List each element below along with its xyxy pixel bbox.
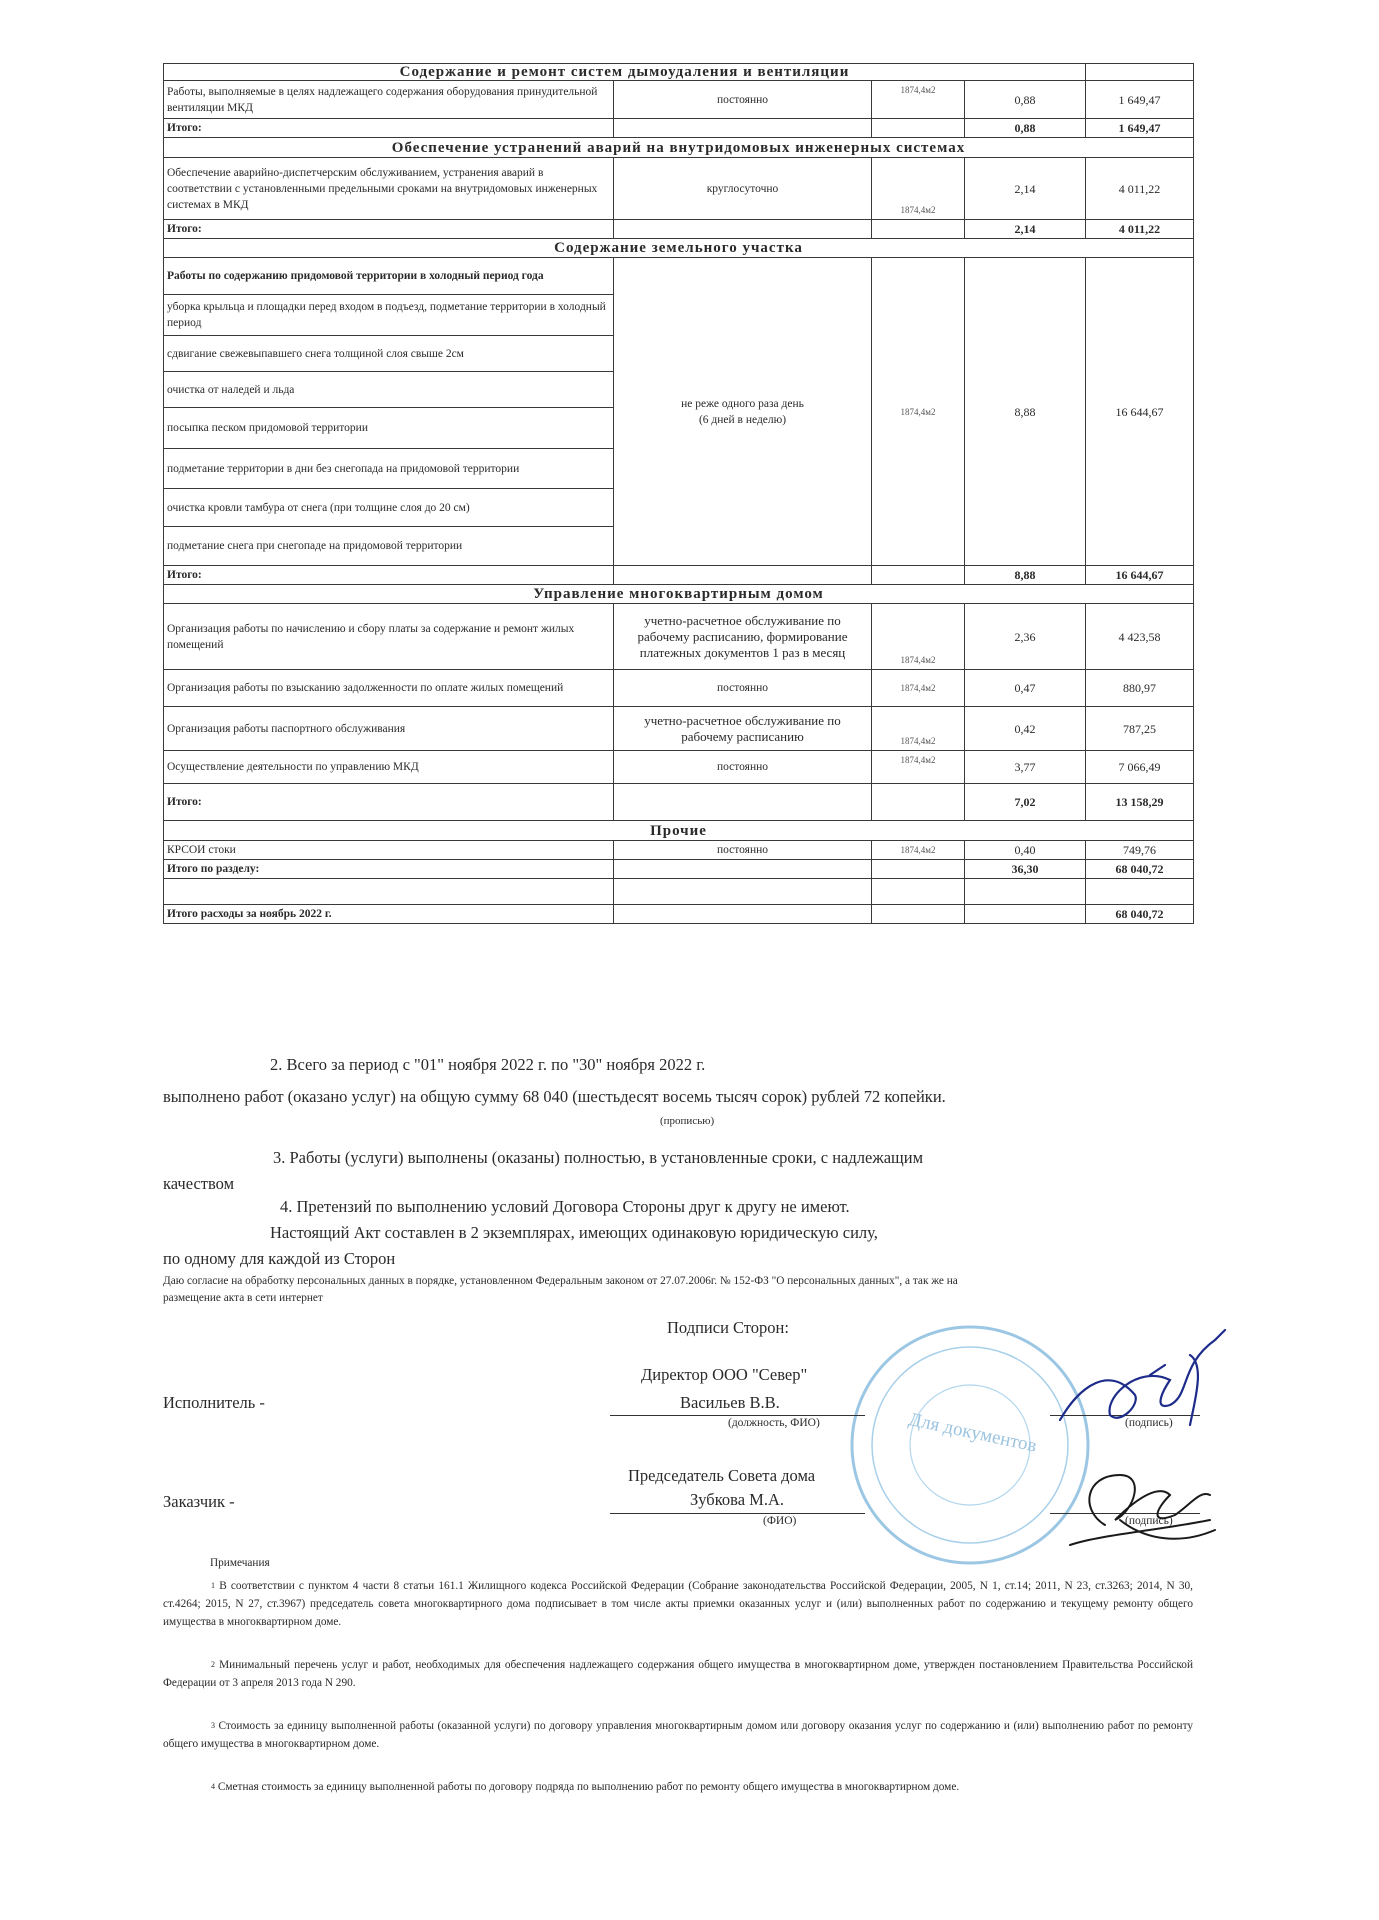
- work-sum: 4 011,22: [1086, 158, 1194, 220]
- work-name: Организация работы по начислению и сбору платы за содержание и ремонт жилых помещений: [164, 604, 614, 670]
- footnote-mark: 1: [211, 1581, 215, 1590]
- section-title: Содержание земельного участка: [164, 239, 1194, 258]
- work-sum: 880,97: [1086, 670, 1194, 707]
- work-sum: 1 649,47: [1086, 81, 1194, 119]
- land-period: [614, 258, 872, 566]
- total-sum: 13 158,29: [1086, 784, 1194, 821]
- footnote-text: Сметная стоимость за единицу выполненной работы по договору подряда по выполнению работ по ремонту общего имущества в многоквартирном доме.: [217, 1781, 960, 1793]
- stamp-text: Для документов: [906, 1408, 1039, 1457]
- work-period: постоянно: [614, 751, 872, 784]
- total-rate: 8,88: [965, 566, 1086, 585]
- work-name: КРСОИ стоки: [164, 841, 614, 860]
- paragraph-5: Настоящий Акт составлен в 2 экземплярах, имеющих одинаковую юридическую силу,: [270, 1223, 878, 1242]
- table-row: [164, 81, 1194, 119]
- work-area: 1874,4м2: [872, 158, 965, 220]
- work-sum: 787,25: [1086, 707, 1194, 751]
- work-name: Работы по содержанию придомовой территории в холодный период года: [164, 258, 614, 295]
- work-rate: 0,40: [965, 841, 1086, 860]
- section-header-smoke: [164, 64, 1194, 81]
- total-row: [164, 566, 1194, 585]
- table-row: [164, 751, 1194, 784]
- work-area: 1874,4м2: [872, 751, 965, 784]
- work-rate: 0,42: [965, 707, 1086, 751]
- total-sum: 16 644,67: [1086, 566, 1194, 585]
- total-label: Итого:: [164, 119, 614, 138]
- propisyu-caption: (прописью): [660, 1115, 715, 1127]
- total-sum: 4 011,22: [1086, 220, 1194, 239]
- signatures-heading: Подписи Сторон:: [667, 1318, 789, 1337]
- notes-heading: Примечания: [210, 1557, 270, 1569]
- work-rate: 3,77: [965, 751, 1086, 784]
- work-area: 1874,4м2: [872, 841, 965, 860]
- empty-row: [164, 879, 1194, 905]
- executor-line: [610, 1415, 865, 1416]
- section-header-other: [164, 821, 1194, 841]
- total-sum: 68 040,72: [1086, 905, 1194, 924]
- land-area: 1874,4м2: [872, 258, 965, 566]
- executor-sign-caption: (подпись): [1125, 1417, 1173, 1429]
- total-row: [164, 220, 1194, 239]
- work-area: 1874,4м2: [872, 670, 965, 707]
- work-rate: 2,36: [965, 604, 1086, 670]
- paragraph-3-cont: качеством: [163, 1174, 235, 1193]
- table-row: [164, 707, 1194, 751]
- work-name: посыпка песком придомовой территории: [164, 408, 614, 449]
- table-row: [164, 604, 1194, 670]
- paragraph-2-sum: выполнено работ (оказано услуг) на общую сумму 68 040 (шестьдесят восемь тысяч сорок) рублей 72 копейки.: [163, 1087, 946, 1106]
- footnote-text: Стоимость за единицу выполненной работы (оказанной услуги) по договору управления многоквартирным домом или договору оказания услуг по содержанию и (или) выполнению работ по ремонту общего имущества в многоквартирном доме.: [163, 1720, 1194, 1750]
- land-period-line2: (6 дней в неделю): [698, 413, 787, 426]
- work-area: 1874,4м2: [872, 707, 965, 751]
- section-title: Обеспечение устранений аварий на внутридомовых инженерных системах: [164, 138, 1194, 158]
- executor-caption: (должность, ФИО): [728, 1417, 820, 1429]
- work-rate: 0,47: [965, 670, 1086, 707]
- work-rate: 2,14: [965, 158, 1086, 220]
- work-period: круглосуточно: [614, 158, 872, 220]
- footnote-4: [163, 1778, 1193, 1796]
- footnote-3: [163, 1717, 1193, 1753]
- work-sum: 7 066,49: [1086, 751, 1194, 784]
- work-name: Организация работы паспортного обслуживания: [164, 707, 614, 751]
- total-rate: 7,02: [965, 784, 1086, 821]
- work-name: Обеспечение аварийно-диспетчерским обслуживанием, устранения аварий в соответствии с установленными предельными сроками на внутридомовых инженерных системах в МКД: [164, 158, 614, 220]
- work-sum: 749,76: [1086, 841, 1194, 860]
- total-label: Итого расходы за ноябрь 2022 г.: [164, 905, 614, 924]
- footnote-text: Минимальный перечень услуг и работ, необходимых для обеспечения надлежащего содержания общего имущества в многоквартирном доме, утвержден постановлением Правительства Российской Федерации от 3 апреля 2013 года N 290.: [163, 1659, 1194, 1689]
- total-sum: 1 649,47: [1086, 119, 1194, 138]
- footnote-1: [163, 1577, 1193, 1631]
- section-header-management: [164, 585, 1194, 604]
- work-name: уборка крыльца и площадки перед входом в подъезд, подметание территории в холодный период: [164, 295, 614, 336]
- footnote-text: В соответствии с пунктом 4 части 8 статьи 161.1 Жилищного кодекса Российской Федерации (Собрание законодательства Российской Федерации, 2005, N 1, ст.14; 2011, N 23, ст.3263; 2014, N 30, ст.4264; 2015, N 27, ст.3967) председатель совета многоквартирного дома подписывает в том числе акты приемки оказанных услуг и (или) выполненных работ по содержанию и текущему ремонту общего имущества в многоквартирном доме.: [163, 1580, 1193, 1628]
- table-row: [164, 670, 1194, 707]
- month-total-row: [164, 905, 1194, 924]
- work-period: учетно-расчетное обслуживание по рабочему расписанию: [614, 707, 872, 751]
- land-period-line1: не реже одного раза день: [681, 397, 804, 410]
- paragraph-5-cont: по одному для каждой из Сторон: [163, 1249, 396, 1268]
- section-total-row: [164, 860, 1194, 879]
- customer-signature: [1050, 1450, 1230, 1560]
- works-table: [163, 63, 1194, 924]
- total-label: Итого по разделу:: [164, 860, 614, 879]
- paragraph-3: 3. Работы (услуги) выполнены (оказаны) полностью, в установленные сроки, с надлежащим: [273, 1148, 924, 1167]
- work-name: Осуществление деятельности по управлению МКД: [164, 751, 614, 784]
- footnote-mark: 2: [211, 1660, 215, 1669]
- executor-signature: [1040, 1325, 1240, 1440]
- table-row: [164, 258, 1194, 295]
- total-row: [164, 784, 1194, 821]
- customer-line: [610, 1513, 865, 1514]
- work-period: постоянно: [614, 841, 872, 860]
- customer-name: Зубкова М.А.: [690, 1490, 784, 1509]
- work-area: 1874,4м2: [872, 604, 965, 670]
- section-title: Прочие: [164, 821, 1194, 841]
- work-rate: 0,88: [965, 81, 1086, 119]
- total-rate: 36,30: [965, 860, 1086, 879]
- total-row: [164, 119, 1194, 138]
- work-sum: 4 423,58: [1086, 604, 1194, 670]
- work-name: сдвигание свежевыпавшего снега толщиной слоя свыше 2см: [164, 336, 614, 372]
- total-rate: 2,14: [965, 220, 1086, 239]
- total-label: Итого:: [164, 566, 614, 585]
- customer-label: Заказчик -: [163, 1492, 235, 1511]
- total-rate: 0,88: [965, 119, 1086, 138]
- customer-caption: (ФИО): [763, 1515, 797, 1527]
- total-sum: 68 040,72: [1086, 860, 1194, 879]
- executor-title: Директор ООО "Север": [641, 1365, 808, 1384]
- section-header-emergency: [164, 138, 1194, 158]
- work-period: постоянно: [614, 81, 872, 119]
- work-name: очистка кровли тамбура от снега (при толщине слоя до 20 см): [164, 489, 614, 527]
- work-name: Работы, выполняемые в целях надлежащего содержания оборудования принудительной вентиляции МКД: [164, 81, 614, 119]
- section-title: Содержание и ремонт систем дымоудаления и вентиляции: [164, 64, 1086, 81]
- footnote-2: [163, 1656, 1193, 1692]
- table-row: [164, 841, 1194, 860]
- customer-title: Председатель Совета дома: [628, 1466, 816, 1485]
- work-area: 1874,4м2: [872, 81, 965, 119]
- total-label: Итого:: [164, 220, 614, 239]
- consent-line-1: Даю согласие на обработку персональных данных в порядке, установленном Федеральным законом от 27.07.2006г. № 152-ФЗ "О персональных данных", а так же на: [163, 1275, 958, 1287]
- land-rate: 8,88: [965, 258, 1086, 566]
- paragraph-4: 4. Претензий по выполнению условий Договора Стороны друг к другу не имеют.: [280, 1197, 850, 1216]
- work-period: постоянно: [614, 670, 872, 707]
- footnote-mark: 4: [211, 1782, 215, 1791]
- customer-sign-caption: (подпись): [1125, 1515, 1173, 1527]
- work-name: Организация работы по взысканию задолженности по оплате жилых помещений: [164, 670, 614, 707]
- work-period: учетно-расчетное обслуживание по рабочему расписанию, формирование платежных документов 1 раз в месяц: [614, 604, 872, 670]
- work-name: подметание территории в дни без снегопада на придомовой территории: [164, 449, 614, 489]
- land-sum: 16 644,67: [1086, 258, 1194, 566]
- table-row: [164, 158, 1194, 220]
- consent-line-2: размещение акта в сети интернет: [163, 1292, 323, 1304]
- section-title: Управление многоквартирным домом: [164, 585, 1194, 604]
- total-label: Итого:: [164, 784, 614, 821]
- executor-label: Исполнитель -: [163, 1393, 265, 1412]
- work-name: подметание снега при снегопаде на придомовой территории: [164, 527, 614, 566]
- work-name: очистка от наледей и льда: [164, 372, 614, 408]
- paragraph-2: 2. Всего за период с "01" ноября 2022 г. по "30" ноября 2022 г.: [270, 1055, 706, 1074]
- section-header-land: [164, 239, 1194, 258]
- executor-name: Васильев В.В.: [680, 1393, 780, 1412]
- footnote-mark: 3: [211, 1721, 215, 1730]
